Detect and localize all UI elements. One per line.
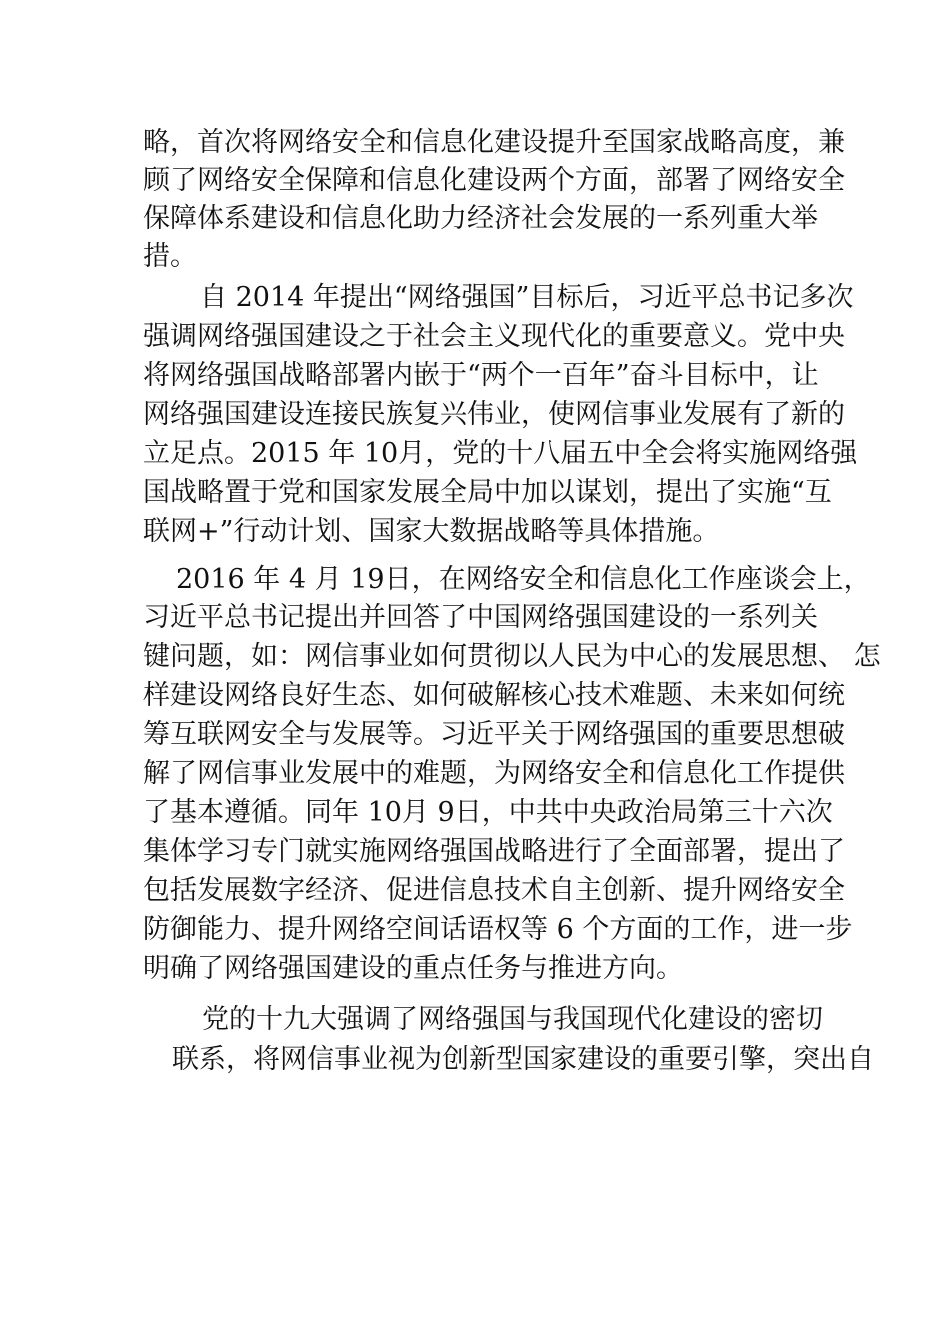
text-line: 包括发展数字经济、促进信息技术自主创新、提升网络安全 [143, 875, 845, 906]
text-line: 明确了网络强国建设的重点任务与推进方向。 [143, 953, 683, 984]
text-line: 略，首次将网络安全和信息化建设提升至国家战略高度，兼 [143, 127, 845, 158]
text-line: 联网+”行动计划、国家大数据战略等具体措施。 [143, 516, 720, 547]
text-line: 样建设网络良好生态、如何破解核心技术难题、未来如何统 [143, 680, 845, 711]
text-line: 自 2014 年提出“网络强国”目标后，习近平总书记多次 [200, 282, 854, 313]
text-line: 键问题，如：网信事业如何贯彻以人民为中心的发展思想、 怎 [143, 641, 881, 672]
text-line: 防御能力、提升网络空间话语权等 6 个方面的工作，进一步 [143, 914, 853, 945]
text-line: 措。 [143, 241, 197, 272]
text-line: 将网络强国战略部署内嵌于“两个一百年”奋斗目标中，让 [143, 360, 819, 391]
text-line: 筹互联网安全与发展等。习近平关于网络强国的重要思想破 [143, 719, 845, 750]
text-line: 集体学习专门就实施网络强国战略进行了全面部署，提出了 [143, 836, 845, 867]
text-line: 保障体系建设和信息化助力经济社会发展的一系列重大举 [143, 203, 818, 234]
text-line: 顾了网络安全保障和信息化建设两个方面，部署了网络安全 [143, 165, 845, 196]
text-line: 习近平总书记提出并回答了中国网络强国建设的一系列关 [143, 602, 818, 633]
text-line: 联系，将网信事业视为创新型国家建设的重要引擎，突出自 [172, 1044, 874, 1075]
text-line: 了基本遵循。同年 10月 9日，中共中央政治局第三十六次 [143, 797, 833, 828]
text-line: 网络强国建设连接民族复兴伟业，使网信事业发展有了新的 [143, 399, 845, 430]
text-line: 强调网络强国建设之于社会主义现代化的重要意义。党中央 [143, 321, 845, 352]
text-line: 立足点。2015 年 10月，党的十八届五中全会将实施网络强 [143, 438, 858, 469]
text-line: 国战略置于党和国家发展全局中加以谋划，提出了实施“互 [143, 477, 832, 508]
text-line: 党的十九大强调了网络强国与我国现代化建设的密切 [202, 1004, 823, 1035]
text-line: 解了网信事业发展中的难题，为网络安全和信息化工作提供 [143, 758, 845, 789]
text-line: 2016 年 4 月 19日，在网络安全和信息化工作座谈会上， [176, 564, 871, 595]
